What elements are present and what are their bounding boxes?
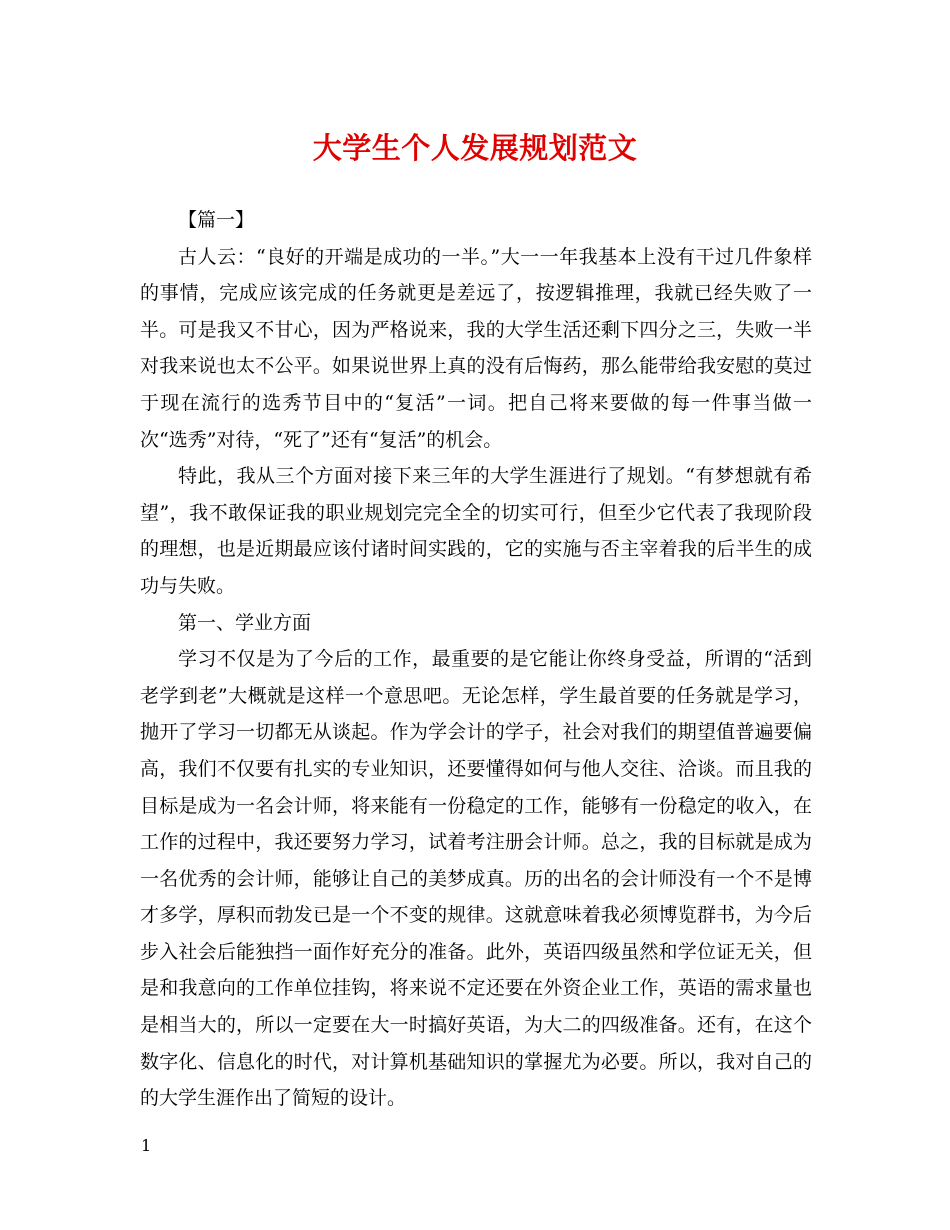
subsection-heading: 第一、学业方面 [178, 611, 312, 634]
body-paragraph: 古人云：“良好的开端是成功的一半。”大一一年我基本上没有干过几件象样的事情，完成应该完成的任务就更是差远了，按逻辑推理，我就已经失败了一半。可是我又不甘心，因为严格说来，我的大学生活还剩下四分之三，失败一半对我来说也太不公平。如果说世界上真的没有后悔药，那么能带给我安慰的莫过于现在流行的选秀节目中的“复活”一词。把自己将来要做的每一件事当做一次“选秀”对待，“死了”还有“复活”的机会。 [140, 245, 812, 451]
page-number: 1 [141, 1136, 152, 1155]
body-paragraph: 学习不仅是为了今后的工作，最重要的是它能让你终身受益，所谓的“活到老学到老”大概就是这样一个意思吧。无论怎样，学生最首要的任务就是学习，抛开了学习一切都无从谈起。作为学会计的学子，社会对我们的期望值普遍要偏高，我们不仅要有扎实的专业知识，还要懂得如何与他人交往、洽谈。而且我的目标是成为一名会计师，将来能有一份稳定的工作，能够有一份稳定的收入，在工作的过程中，我还要努力学习，试着考注册会计师。总之，我的目标就是成为一名优秀的会计师，能够让自己的美梦成真。历的出名的会计师没有一个不是博才多学，厚积而勃发已是一个不变的规律。这就意味着我必须博览群书，为今后步入社会后能独挡一面作好充分的准备。此外，英语四级虽然和学位证无关，但是和我意向的工作单位挂钩，将来说不定还要在外资企业工作，英语的需求量也是相当大的，所以一定要在大一时搞好英语，为大二的四级准备。还有，在这个数字化、信息化的时代，对计算机基础知识的掌握尤为必要。所以，我对自己的的大学生涯作出了简短的设计。 [140, 648, 812, 1110]
document-title: 大学生个人发展规划范文 [312, 131, 638, 165]
document-body [140, 202, 812, 1117]
body-paragraph: 特此，我从三个方面对接下来三年的大学生涯进行了规划。“有梦想就有希望”，我不敢保证我的职业规划完完全全的切实可行，但至少它代表了我现阶段的理想，也是近期最应该付诸时间实践的，它的实施与否主宰着我的后半生的成功与失败。 [140, 465, 812, 597]
section-heading: 【篇一】 [178, 209, 255, 231]
